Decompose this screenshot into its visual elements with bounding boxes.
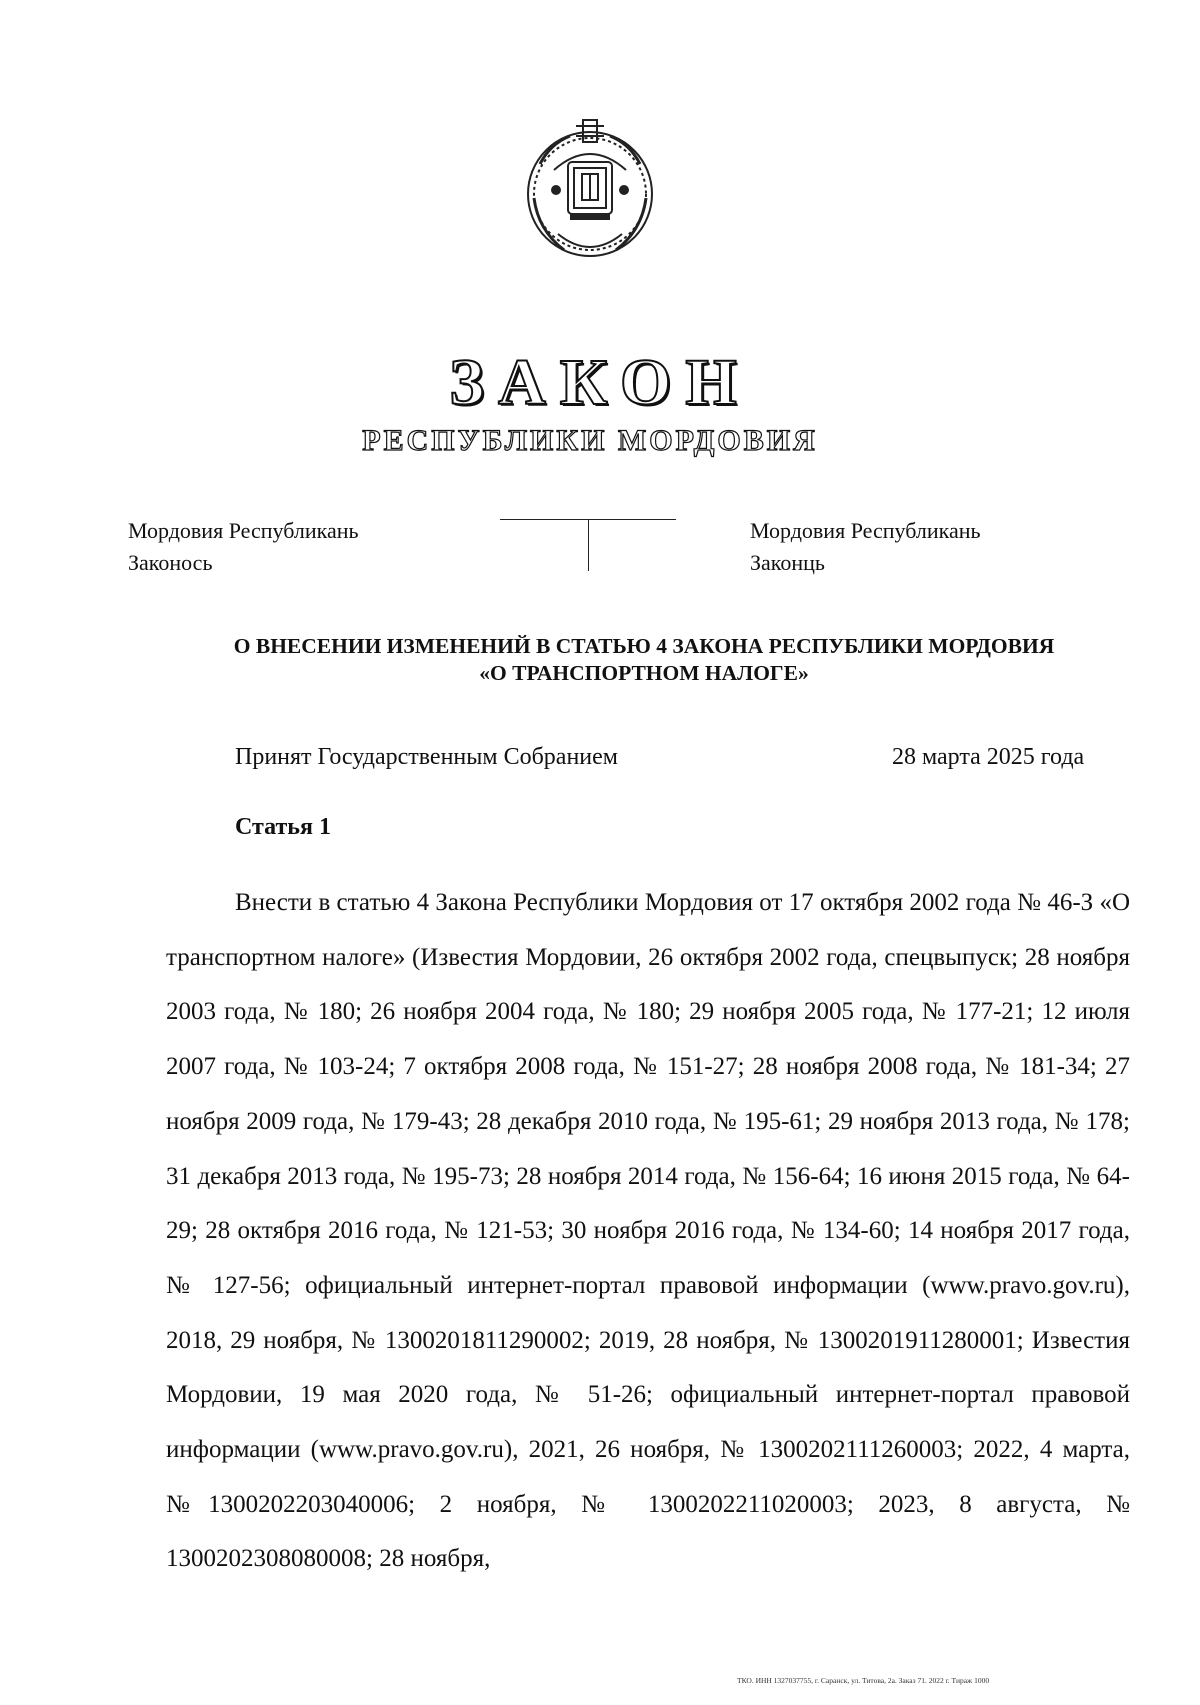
left-title-line2: Законось [128, 550, 213, 575]
article-title: Статья 1 [235, 814, 331, 840]
law-title: ЗАКОН [449, 346, 751, 419]
document-heading-line1: О ВНЕСЕНИИ ИЗМЕНЕНИЙ В СТАТЬЮ 4 ЗАКОНА РЕСПУБЛИКИ МОРДОВИЯ [233, 634, 1055, 658]
left-title-line1: Мордовия Республикань [128, 518, 359, 543]
adopted-date: 28 марта 2025 года [892, 744, 1085, 770]
document-heading-line2: «О ТРАНСПОРТНОМ НАЛОГЕ» [479, 661, 809, 685]
right-title-line1: Мордовия Республикань [750, 518, 981, 543]
document-heading [0, 633, 1200, 687]
right-title-line2: Законць [750, 550, 825, 575]
left-title-block [128, 515, 359, 579]
adopted-by: Принят Государственным Собранием [235, 744, 618, 770]
article-text: Внести в статью 4 Закона Республики Мордовия от 17 октября 2002 года № 46-З «О транспортном налоге» (Известия Мордовии, 26 октября 2002 года, спецвыпуск; 28 ноября 2003 года, № 180; 26 ноября 2004 года, № 180; 29 ноября 2005 года, № 177-21; 12 июля 2007 года, № 103-24; 7 октября 2008 года, № 151-27; 28 ноября 2008 года, № 181-34; 27 ноября 2009 года, № 179-43; 28 декабря 2010 года, № 195-61; 29 ноября 2013 года, № 178; 31 декабря 2013 года, № 195-73; 28 ноября 2014 года, № 156-64; 16 июня 2015 года, № 64-29; 28 октября 2016 года, № 121-53; 30 ноября 2016 года, № 134-60; 14 ноября 2017 года, № 127-56; официальный интернет-портал правовой информации (www.pravo.gov.ru), 2018, 29 ноября, № 1300201811290002; 2019, 28 ноября, № 1300201911280001; Известия Мордовии, 19 мая 2020 года, № 51-26; официальный интернет-портал правовой информации (www.pravo.gov.ru), 2021, 26 ноября, № 1300202111260003; 2022, 4 марта, №1300202203040006; 2 ноября, № 1300202211020003; 2023, 8 августа, № 1300202308080008; 28 ноября, [166, 889, 1130, 1573]
right-title-block [750, 515, 981, 579]
divider-vertical [588, 519, 589, 571]
law-subtitle: РЕСПУБЛИКИ МОРДОВИЯ [362, 424, 818, 457]
coat-of-arms-icon [510, 110, 670, 270]
printer-imprint: ТКО. ИНН 1327037755, г. Саранск, ул. Титова, 2а. Заказ 71. 2022 г. Тираж 1000 [737, 1676, 990, 1685]
